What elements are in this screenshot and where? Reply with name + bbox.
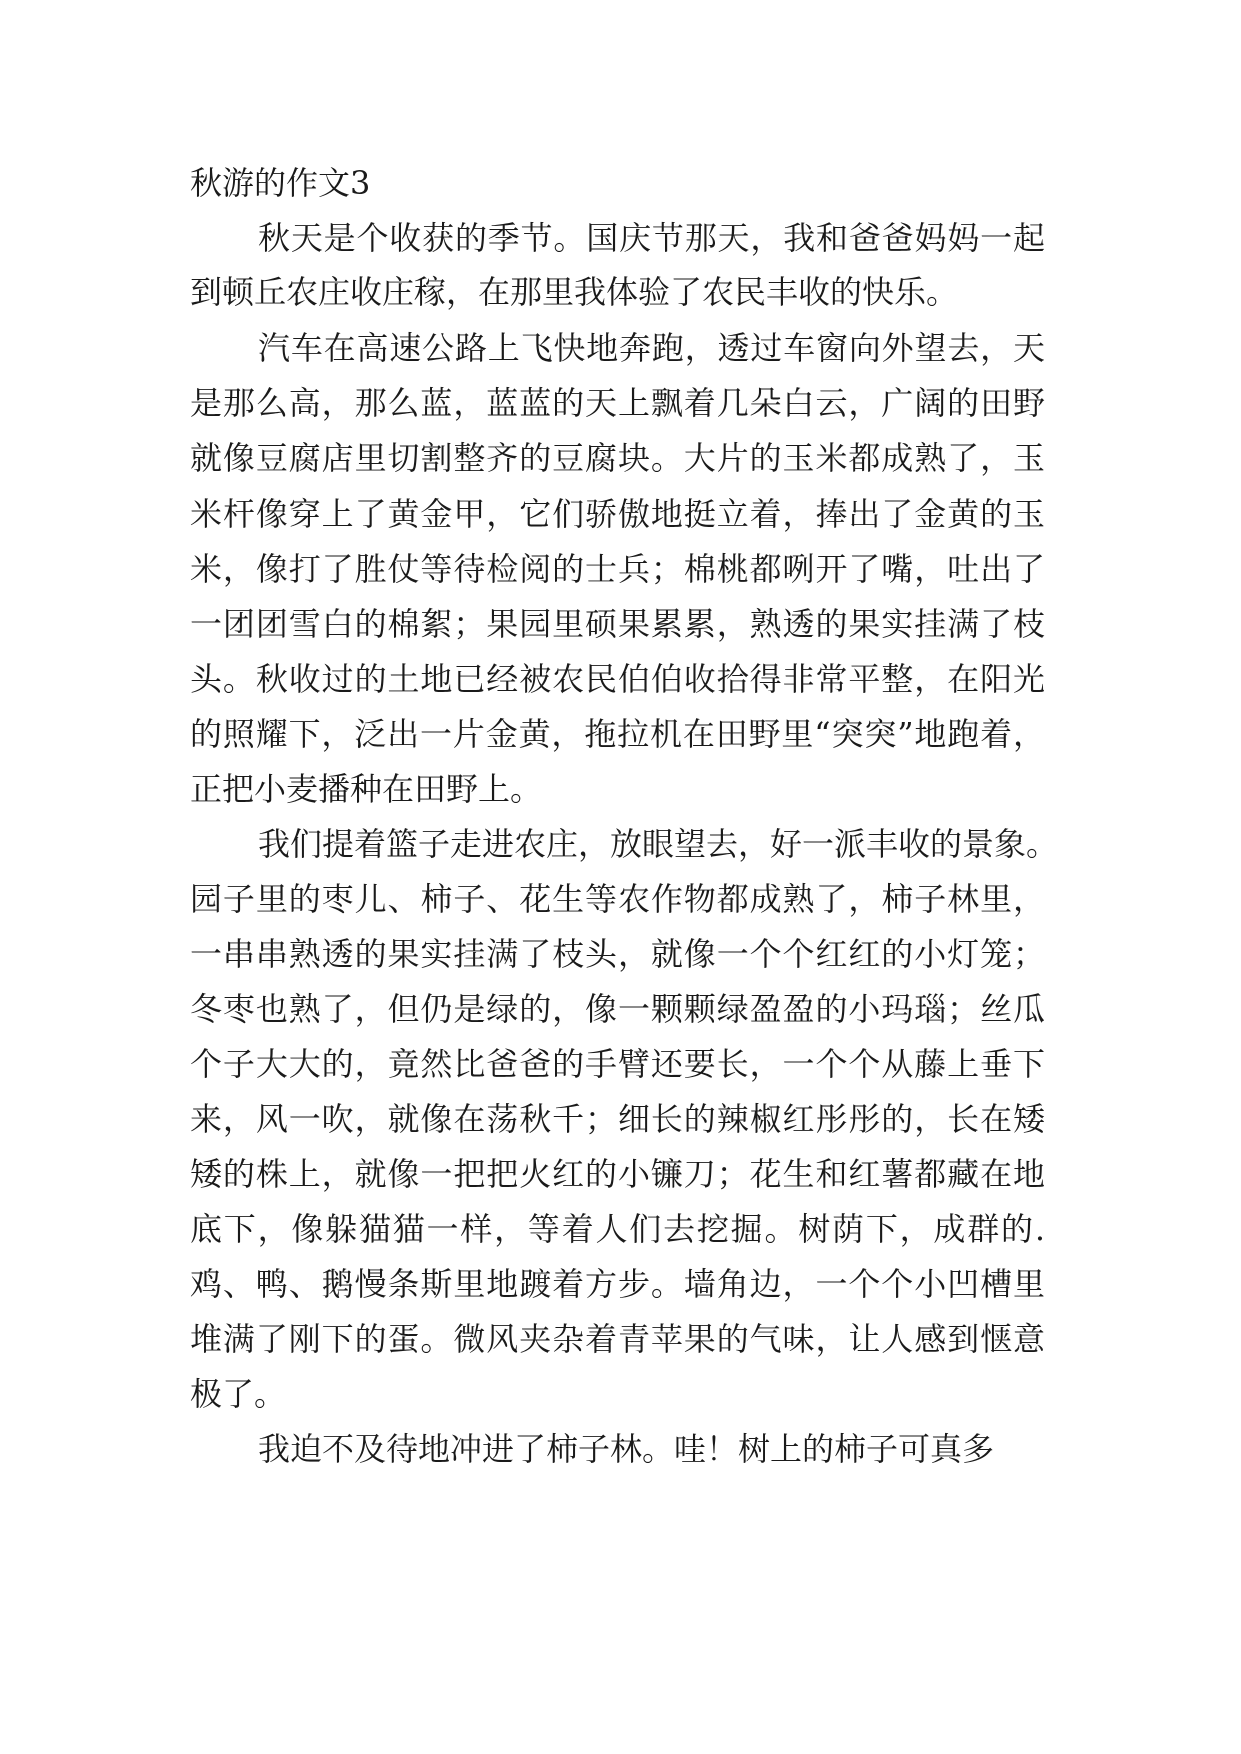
paragraph-3-line-9: 鸡、鸭、鹅慢条斯里地踱着方步。墙角边，一个个小凹槽里 bbox=[190, 1265, 1045, 1303]
paragraph-2-line-1: 汽车在高速公路上飞快地奔跑，透过车窗向外望去，天 bbox=[258, 329, 1045, 367]
paragraph-3-line-7: 矮的株上，就像一把把火红的小镰刀；花生和红薯都藏在地 bbox=[190, 1155, 1045, 1193]
paragraph-3-line-1: 我们提着篮子走进农庄，放眼望去，好一派丰收的景象。 bbox=[258, 825, 1059, 863]
paragraph-2-line-3: 就像豆腐店里切割整齐的豆腐块。大片的玉米都成熟了，玉 bbox=[190, 439, 1045, 477]
paragraph-3-line-3: 一串串熟透的果实挂满了枝头，就像一个个红红的小灯笼； bbox=[190, 935, 1045, 973]
paragraph-3-line-6: 来，风一吹，就像在荡秋千；细长的辣椒红彤彤的，长在矮 bbox=[190, 1100, 1045, 1138]
paragraph-3-line-4: 冬枣也熟了，但仍是绿的，像一颗颗绿盈盈的小玛瑙；丝瓜 bbox=[190, 990, 1045, 1028]
paragraph-2-line-2: 是那么高，那么蓝，蓝蓝的天上飘着几朵白云，广阔的田野 bbox=[190, 384, 1045, 422]
paragraph-2-line-9: 正把小麦播种在田野上。 bbox=[190, 770, 543, 808]
paragraph-4-line-1: 我迫不及待地冲进了柿子林。哇！树上的柿子可真多 bbox=[258, 1430, 995, 1468]
paragraph-3-line-10: 堆满了刚下的蛋。微风夹杂着青苹果的气味，让人感到惬意 bbox=[190, 1320, 1045, 1358]
document-title: 秋游的作文3 bbox=[190, 164, 371, 202]
paragraph-2-line-7: 头。秋收过的土地已经被农民伯伯收拾得非常平整，在阳光 bbox=[190, 660, 1045, 698]
paragraph-3-line-11: 极了。 bbox=[190, 1375, 287, 1413]
paragraph-1-line-2: 到顿丘农庄收庄稼，在那里我体验了农民丰收的快乐。 bbox=[190, 273, 959, 311]
paragraph-2-line-6: 一团团雪白的棉絮；果园里硕果累累，熟透的果实挂满了枝 bbox=[190, 605, 1045, 643]
paragraph-2-line-8: 的照耀下，泛出一片金黄，拖拉机在田野里“突突”地跑着， bbox=[190, 715, 1045, 753]
paragraph-2-line-4: 米杆像穿上了黄金甲，它们骄傲地挺立着，捧出了金黄的玉 bbox=[190, 495, 1045, 533]
paragraph-3-line-5: 个子大大的，竟然比爸爸的手臂还要长，一个个从藤上垂下 bbox=[190, 1045, 1045, 1083]
paragraph-3-line-2: 园子里的枣儿、柿子、花生等农作物都成熟了，柿子林里， bbox=[190, 880, 1045, 918]
paragraph-3-line-8: 底下，像躲猫猫一样，等着人们去挖掘。树荫下，成群的. bbox=[190, 1210, 1045, 1248]
paragraph-2-line-5: 米，像打了胜仗等待检阅的士兵；棉桃都咧开了嘴，吐出了 bbox=[190, 550, 1045, 588]
paragraph-1-line-1: 秋天是个收获的季节。国庆节那天，我和爸爸妈妈一起 bbox=[258, 219, 1045, 257]
